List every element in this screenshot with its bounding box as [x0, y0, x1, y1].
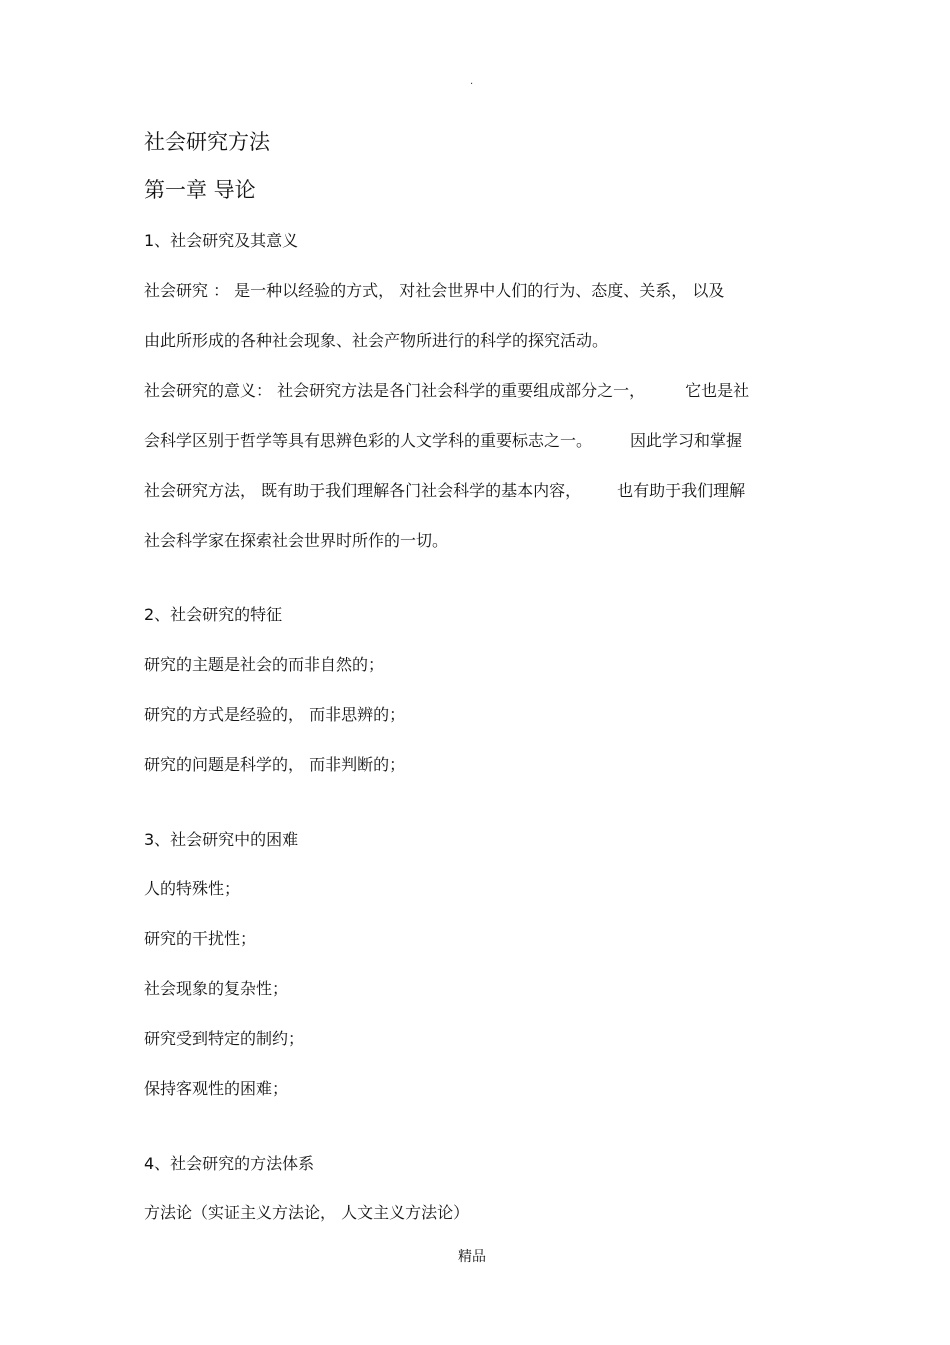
list-item: 方法论（实证主义方法论， 人文主义方法论）: [144, 1203, 470, 1222]
list-item: 研究的方式是经验的， 而非思辨的；: [144, 705, 406, 724]
list-item: 人的特殊性；: [144, 879, 241, 898]
list-item: 研究受到特定的制约；: [144, 1029, 305, 1048]
significance-line-2-part-b: 因此学习和掌握: [630, 431, 743, 450]
significance-line-1-part-a: 社会研究的意义： 社会研究方法是各门社会科学的重要组成部分之一，: [144, 381, 646, 400]
significance-line-1-part-b: 它也是社: [685, 381, 750, 400]
footer-label: 精品: [458, 1249, 486, 1265]
list-item: 研究的主题是社会的而非自然的；: [144, 655, 385, 674]
chapter-heading: 第一章 导论: [144, 178, 256, 202]
section-2-heading: 2、社会研究的特征: [144, 605, 283, 624]
list-item: 研究的干扰性；: [144, 929, 257, 948]
significance-line-3-part-a: 社会研究方法， 既有助于我们理解各门社会科学的基本内容，: [144, 481, 582, 500]
section-3-heading: 3、社会研究中的困难: [144, 830, 299, 849]
document-title: 社会研究方法: [144, 130, 270, 154]
header-dot: .: [470, 76, 474, 87]
significance-line-2: [144, 431, 742, 451]
significance-line-1: [144, 381, 749, 401]
section-4-heading: 4、社会研究的方法体系: [144, 1154, 315, 1173]
section-1-heading: 1、社会研究及其意义: [144, 231, 299, 250]
significance-line-2-part-a: 会科学区别于哲学等具有思辨色彩的人文学科的重要标志之一。: [144, 431, 593, 450]
definition-line-1: 社会研究 ： 是一种以经验的方式， 对社会世界中人们的行为、态度、关系， 以及: [144, 281, 725, 300]
significance-line-3: [144, 481, 745, 501]
list-item: 保持客观性的困难；: [144, 1079, 289, 1098]
significance-line-4: 社会科学家在探索社会世界时所作的一切。: [144, 531, 449, 550]
significance-line-3-part-b: 也有助于我们理解: [617, 481, 746, 500]
list-item: 研究的问题是科学的， 而非判断的；: [144, 755, 406, 774]
list-item: 社会现象的复杂性；: [144, 979, 289, 998]
definition-line-2: 由此所形成的各种社会现象、社会产物所进行的科学的探究活动。: [144, 331, 609, 350]
